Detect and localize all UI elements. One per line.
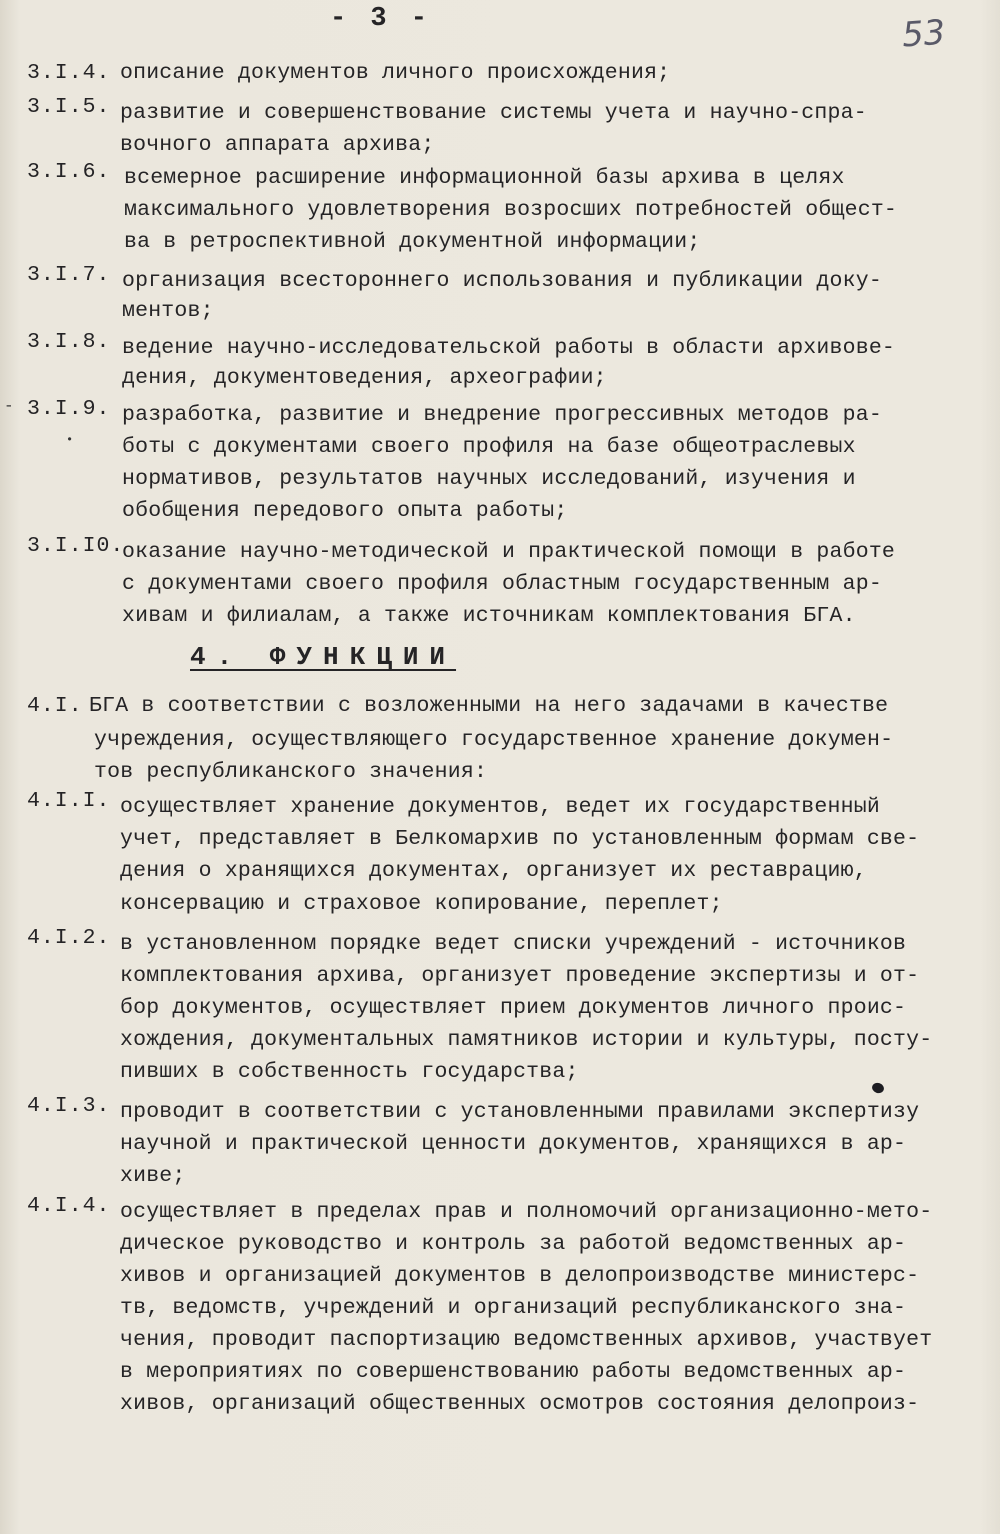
item-text-line: максимального удовлетворения возросших потребностей общест- bbox=[124, 198, 898, 222]
item-text-line: консервацию и страховое копирование, переплет; bbox=[120, 892, 723, 916]
item-number: 4.I.4. bbox=[27, 1194, 111, 1218]
item-text-line: тов республиканского значения: bbox=[94, 760, 488, 784]
item-text-line: разработка, развитие и внедрение прогрессивных методов ра- bbox=[122, 403, 882, 427]
item-text-line: БГА в соответствии с возложенными на него задачами в качестве bbox=[89, 694, 889, 718]
item-text-line: ва в ретроспективной документной информации; bbox=[124, 230, 701, 254]
item-text-line: хивов и организацией документов в делопроизводстве министерс- bbox=[120, 1264, 920, 1288]
item-text-line: учет, представляет в Белкомархив по установленным формам све- bbox=[120, 827, 920, 851]
item-text-line: боты с документами своего профиля на базе общеотраслевых bbox=[122, 435, 856, 459]
margin-mark: • bbox=[66, 433, 74, 447]
item-text-line: осуществляет хранение документов, ведет их государственный bbox=[120, 795, 880, 819]
item-number: 3.I.7. bbox=[27, 263, 111, 287]
item-number: 4.I.2. bbox=[27, 926, 111, 950]
item-text-line: развитие и совершенствование системы учета и научно-спра- bbox=[120, 101, 867, 125]
item-number: 3.I.8. bbox=[27, 330, 111, 354]
page-number: - 3 - bbox=[330, 4, 432, 34]
item-number: 4.I. bbox=[27, 694, 83, 718]
item-text-line: бор документов, осуществляет прием документов личного проис- bbox=[120, 996, 907, 1020]
item-number: 3.I.4. bbox=[27, 61, 111, 85]
item-text-line: обобщения передового опыта работы; bbox=[122, 499, 568, 523]
item-text-line: вочного аппарата архива; bbox=[120, 133, 435, 157]
item-text-line: учреждения, осуществляющего государственное хранение докумен- bbox=[94, 728, 894, 752]
item-text-line: дения о хранящихся документах, организует их реставрацию, bbox=[120, 859, 867, 883]
item-text-line: всемерное расширение информационной базы архива в целях bbox=[124, 166, 845, 190]
item-text-line: хивам и филиалам, а также источникам комплектования БГА. bbox=[122, 604, 856, 628]
item-number: 4.I.I. bbox=[27, 789, 111, 813]
ink-blot bbox=[871, 1081, 886, 1095]
item-text-line: осуществляет в пределах прав и полномочий организационно-мето- bbox=[120, 1200, 933, 1224]
item-text-line: комплектования архива, организует проведение экспертизы и от- bbox=[120, 964, 920, 988]
item-text-line: чения, проводит паспортизацию ведомственных архивов, участвует bbox=[120, 1328, 933, 1352]
item-text-line: в установленном порядке ведет списки учреждений - источников bbox=[120, 932, 907, 956]
item-text-line: организация всестороннего использования и публикации доку- bbox=[122, 269, 882, 293]
item-text-line: научной и практической ценности документов, хранящихся в ар- bbox=[120, 1132, 907, 1156]
item-text-line: хивов, организаций общественных осмотров состояния делопроиз- bbox=[120, 1392, 920, 1416]
item-text-line: оказание научно-методической и практической помощи в работе bbox=[122, 540, 896, 564]
item-number: 4.I.3. bbox=[27, 1094, 111, 1118]
archive-sheet-number: 53 bbox=[900, 12, 947, 56]
item-text-line: в мероприятиях по совершенствованию работы ведомственных ар- bbox=[120, 1360, 907, 1384]
section-heading: 4. ФУНКЦИИ bbox=[190, 642, 457, 672]
item-text-line: хождения, документальных памятников истории и культуры, посту- bbox=[120, 1028, 933, 1052]
item-text-line: дения, документоведения, археографии; bbox=[122, 366, 607, 390]
item-text-line: хиве; bbox=[120, 1164, 186, 1188]
item-text-line: пивших в собственность государства; bbox=[120, 1060, 579, 1084]
item-number: 3.I.6. bbox=[27, 160, 111, 184]
margin-mark: - bbox=[4, 397, 14, 415]
item-number: 3.I.9. bbox=[27, 397, 111, 421]
item-text-line: проводит в соответствии с установленными правилами экспертизу bbox=[120, 1100, 920, 1124]
item-text-line: ведение научно-исследовательской работы в области архивове- bbox=[122, 336, 896, 360]
item-text-line: дическое руководство и контроль за работой ведомственных ар- bbox=[120, 1232, 907, 1256]
item-text-line: с документами своего профиля областным государственным ар- bbox=[122, 572, 882, 596]
item-text-line: описание документов личного происхождения; bbox=[120, 61, 671, 85]
item-text-line: нормативов, результатов научных исследований, изучения и bbox=[122, 467, 856, 491]
item-text-line: ментов; bbox=[122, 299, 214, 323]
item-text-line: тв, ведомств, учреждений и организаций республиканского зна- bbox=[120, 1296, 907, 1320]
item-number: 3.I.I0. bbox=[27, 534, 125, 558]
item-number: 3.I.5. bbox=[27, 95, 111, 119]
